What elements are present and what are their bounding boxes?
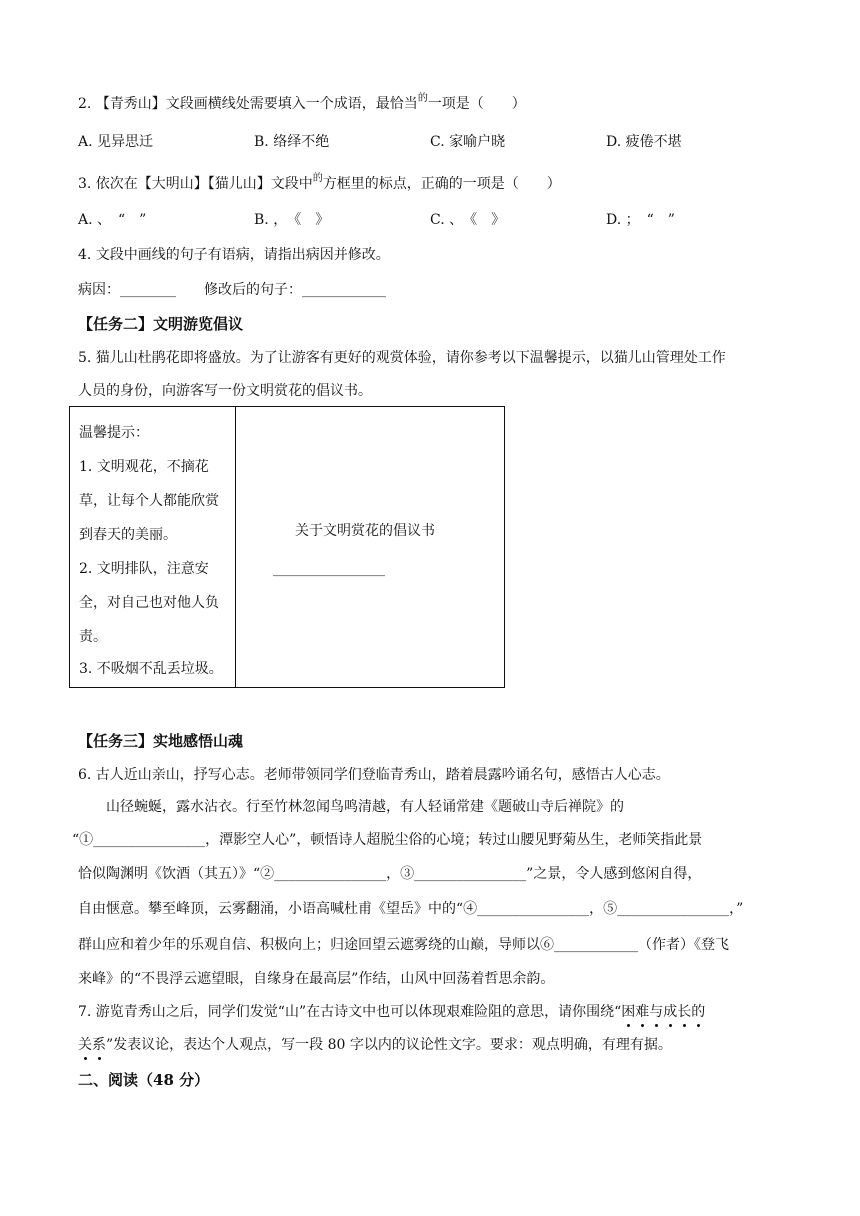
emphasis-char: 长 bbox=[677, 1004, 692, 1020]
emphasis-char: 的 bbox=[691, 1004, 706, 1020]
q6-line-5: 自由惬意。攀至峰顶，云雾翻涌，小语高喊杜甫《望岳》中的“④________________，⑤________________，” bbox=[78, 901, 744, 917]
q6-line-7: 来峰》的“不畏浮云遮望眼，自缘身在最高层”作结，山风中回荡着哲思余韵。 bbox=[78, 971, 555, 987]
q7-text-tail: ”发表议论，表达个人观点，写一段 80 字以内的议论性文字。要求：观点明确，有理有据。 bbox=[106, 1037, 672, 1053]
q2-option-a: A. 见异思迁 bbox=[78, 134, 154, 150]
q3-stem bbox=[78, 174, 561, 196]
task2-heading: 【任务二】文明游览倡议 bbox=[78, 315, 244, 333]
q6-line-2: 山径蜿蜒，露水沾衣。行至竹林忽闻鸟鸣清越，有人轻诵常建《题破山寺后禅院》的 bbox=[106, 799, 624, 815]
q2-stem bbox=[78, 94, 526, 116]
section2-heading: 二、阅读（48 分） bbox=[78, 1071, 210, 1089]
q6-line-4: 恰似陶渊明《饮酒（其五）》“②________________，③________________”之景，令人感到悠闲自得， bbox=[78, 866, 702, 882]
q3-stem-tail: 方框里的标点，正确的一项是（ ） bbox=[322, 176, 561, 192]
tips-line: 全，对自己也对他人负 bbox=[79, 595, 219, 611]
emphasis-char: 成 bbox=[663, 1004, 678, 1020]
q2-stem-text: 2. 【青秀山】文段画横线处需要填入一个成语，最恰当 bbox=[78, 96, 418, 112]
q7-line-2 bbox=[78, 1035, 672, 1055]
q3-stem-sup: 的 bbox=[312, 173, 323, 184]
q6-line-3: “①________________，潭影空人心”，顿悟诗人超脱尘俗的心境；转过山腰见野菊丛生，老师笑指此景 bbox=[72, 832, 703, 848]
tips-line: 3. 不吸烟不乱丢垃圾。 bbox=[79, 661, 223, 677]
q4-stem: 4. 文段中画线的句子有语病，请指出病因并修改。 bbox=[78, 247, 390, 263]
tips-line: 2. 文明排队，注意安 bbox=[79, 561, 209, 577]
q2-stem-sup: 的 bbox=[417, 93, 428, 104]
q7-text: 7. 游览青秀山之后，同学们发觉“山”在古诗文中也可以体现艰难险阻的意思，请你围绕“ bbox=[78, 1004, 622, 1020]
q3-option-c: C. 、 《 》 bbox=[430, 212, 506, 228]
q3-option-a: A. 、 “ ” bbox=[78, 212, 147, 228]
q2-option-d: D. 疲倦不堪 bbox=[606, 134, 682, 150]
q4-answer-line: 病因：________ 修改后的句子：____________ bbox=[78, 282, 386, 298]
task3-heading: 【任务三】实地感悟山魂 bbox=[78, 732, 244, 750]
emphasis-char: 系 bbox=[92, 1037, 106, 1053]
letter-title: 关于文明赏花的倡议书 bbox=[295, 523, 435, 539]
tips-cell bbox=[70, 407, 236, 687]
q6-line-1: 6. 古人近山亲山，抒写心志。老师带领同学们登临青秀山，踏着晨露吟诵名句，感悟古人心志。 bbox=[78, 767, 670, 783]
emphasis-char: 关 bbox=[78, 1037, 92, 1053]
q3-option-b: B. ， 《 》 bbox=[254, 212, 330, 228]
tips-line: 到春天的美丽。 bbox=[79, 527, 177, 543]
q5-line-1: 5. 猫儿山杜鹃花即将盛放。为了让游客有更好的观赏体验，请你参考以下温馨提示，以猫儿山管理处工作 bbox=[78, 350, 726, 366]
q2-option-b: B. 络绎不绝 bbox=[254, 134, 330, 150]
emphasis-char: 难 bbox=[635, 1004, 650, 1020]
q6-line-6: 群山应和着少年的乐观自信、积极向上；归途回望云遮雾绕的山巅，导师以⑥____________（作者）《登飞 bbox=[78, 937, 729, 953]
q3-option-d: D. ； “ ” bbox=[606, 212, 675, 228]
emphasis-char: 与 bbox=[649, 1004, 664, 1020]
tips-line: 责。 bbox=[79, 629, 107, 645]
tips-line: 1. 文明观花，不摘花 bbox=[79, 459, 209, 475]
q7-line-1 bbox=[78, 1002, 705, 1022]
letter-blank: ________________ bbox=[273, 561, 385, 577]
emphasis-char: 困 bbox=[621, 1004, 636, 1020]
q3-stem-text: 3. 依次在【大明山】【猫儿山】文段中 bbox=[78, 176, 313, 192]
tips-line: 草，让每个人都能欣赏 bbox=[79, 493, 219, 509]
q2-option-c: C. 家喻户晓 bbox=[430, 134, 506, 150]
tips-table bbox=[69, 406, 505, 688]
q2-stem-tail: 一项是（ ） bbox=[427, 96, 526, 112]
tips-line: 温馨提示： bbox=[79, 425, 149, 441]
q5-line-2: 人员的身份，向游客写一份文明赏花的倡议书。 bbox=[78, 383, 372, 399]
